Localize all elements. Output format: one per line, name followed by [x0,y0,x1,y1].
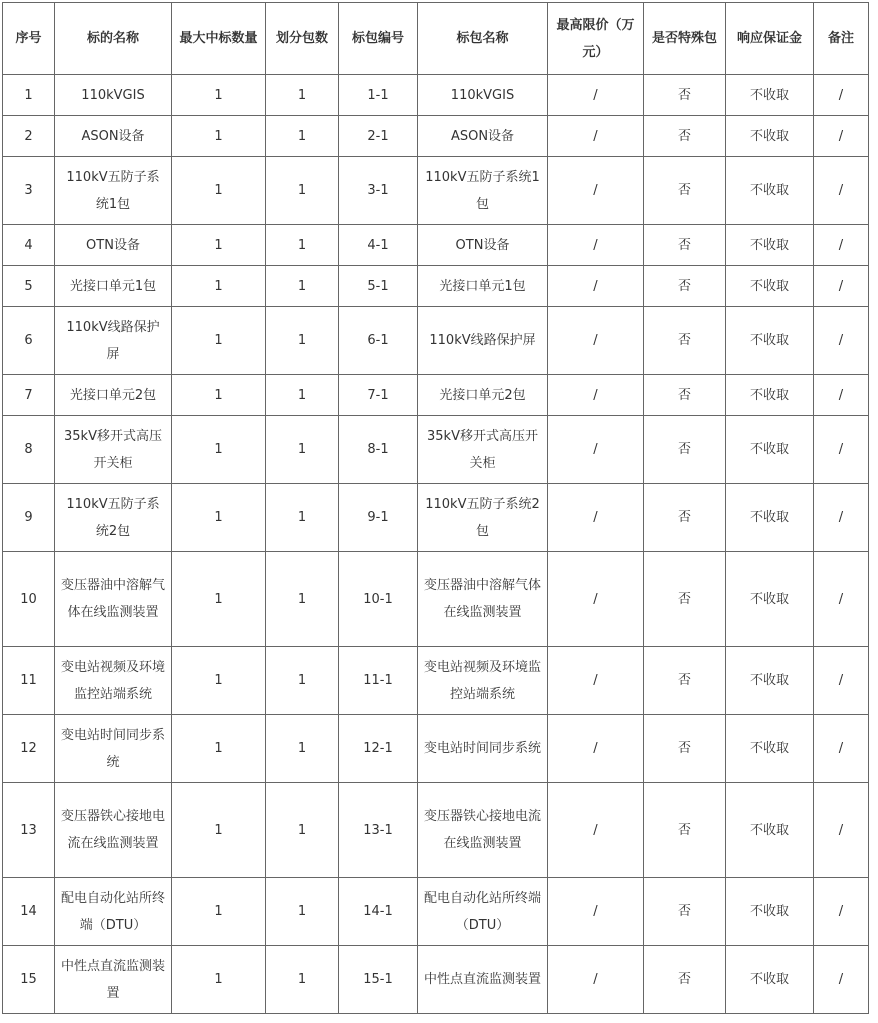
cell-remarks: / [814,375,869,416]
cell-price-cap: / [548,416,644,484]
cell-package-count: 1 [266,307,339,375]
cell-remarks: / [814,116,869,157]
cell-package-count: 1 [266,116,339,157]
cell-deposit: 不收取 [726,116,814,157]
table-row [3,375,869,416]
table-row [3,715,869,783]
cell-package-name: 变电站时间同步系统 [418,715,548,783]
cell-package-name: 光接口单元2包 [418,375,548,416]
cell-special-package: 否 [644,375,726,416]
header-price-cap: 最高限价（万元） [548,3,644,75]
cell-price-cap: / [548,715,644,783]
table-row [3,878,869,946]
cell-special-package: 否 [644,878,726,946]
cell-index: 1 [3,75,55,116]
cell-max-award-qty: 1 [172,375,266,416]
header-remarks: 备注 [814,3,869,75]
table-row [3,946,869,1014]
table-row [3,783,869,878]
cell-price-cap: / [548,266,644,307]
cell-package-name: 配电自动化站所终端（DTU） [418,878,548,946]
cell-remarks: / [814,225,869,266]
cell-item-name: 变电站时间同步系统 [55,715,172,783]
cell-deposit: 不收取 [726,878,814,946]
cell-package-count: 1 [266,647,339,715]
cell-max-award-qty: 1 [172,157,266,225]
cell-package-count: 1 [266,878,339,946]
cell-item-name: OTN设备 [55,225,172,266]
table-row [3,647,869,715]
cell-deposit: 不收取 [726,416,814,484]
cell-package-count: 1 [266,783,339,878]
cell-max-award-qty: 1 [172,484,266,552]
cell-package-count: 1 [266,266,339,307]
cell-deposit: 不收取 [726,157,814,225]
cell-special-package: 否 [644,715,726,783]
cell-index: 15 [3,946,55,1014]
cell-price-cap: / [548,484,644,552]
cell-item-name: 中性点直流监测装置 [55,946,172,1014]
cell-max-award-qty: 1 [172,116,266,157]
cell-package-code: 14-1 [339,878,418,946]
cell-max-award-qty: 1 [172,552,266,647]
cell-package-name: 变电站视频及环境监控站端系统 [418,647,548,715]
table-row [3,307,869,375]
cell-remarks: / [814,307,869,375]
cell-package-count: 1 [266,416,339,484]
cell-price-cap: / [548,878,644,946]
table-row [3,75,869,116]
cell-item-name: 110kV五防子系统1包 [55,157,172,225]
cell-max-award-qty: 1 [172,946,266,1014]
cell-item-name: 变压器油中溶解气体在线监测装置 [55,552,172,647]
cell-max-award-qty: 1 [172,225,266,266]
cell-package-name: 中性点直流监测装置 [418,946,548,1014]
cell-special-package: 否 [644,416,726,484]
cell-deposit: 不收取 [726,307,814,375]
cell-index: 9 [3,484,55,552]
cell-package-name: 110kV五防子系统1包 [418,157,548,225]
cell-special-package: 否 [644,307,726,375]
cell-package-code: 4-1 [339,225,418,266]
header-package-code: 标包编号 [339,3,418,75]
cell-package-code: 7-1 [339,375,418,416]
cell-package-code: 5-1 [339,266,418,307]
cell-remarks: / [814,484,869,552]
cell-max-award-qty: 1 [172,416,266,484]
table-row [3,416,869,484]
cell-package-name: 变压器油中溶解气体在线监测装置 [418,552,548,647]
cell-index: 8 [3,416,55,484]
cell-package-name: 110kV五防子系统2包 [418,484,548,552]
cell-special-package: 否 [644,647,726,715]
cell-item-name: 变压器铁心接地电流在线监测装置 [55,783,172,878]
cell-package-code: 8-1 [339,416,418,484]
header-item-name: 标的名称 [55,3,172,75]
table-row [3,266,869,307]
cell-deposit: 不收取 [726,946,814,1014]
cell-price-cap: / [548,157,644,225]
cell-package-name: 110kVGIS [418,75,548,116]
cell-package-count: 1 [266,552,339,647]
cell-deposit: 不收取 [726,552,814,647]
cell-special-package: 否 [644,783,726,878]
cell-special-package: 否 [644,266,726,307]
cell-price-cap: / [548,116,644,157]
cell-item-name: 光接口单元1包 [55,266,172,307]
cell-remarks: / [814,157,869,225]
cell-max-award-qty: 1 [172,75,266,116]
cell-package-code: 11-1 [339,647,418,715]
cell-index: 5 [3,266,55,307]
cell-package-count: 1 [266,946,339,1014]
cell-remarks: / [814,416,869,484]
cell-item-name: 变电站视频及环境监控站端系统 [55,647,172,715]
cell-index: 13 [3,783,55,878]
cell-remarks: / [814,266,869,307]
cell-remarks: / [814,715,869,783]
cell-remarks: / [814,783,869,878]
table-row [3,157,869,225]
cell-special-package: 否 [644,946,726,1014]
cell-package-code: 1-1 [339,75,418,116]
header-package-name: 标包名称 [418,3,548,75]
cell-index: 7 [3,375,55,416]
cell-deposit: 不收取 [726,75,814,116]
cell-deposit: 不收取 [726,225,814,266]
cell-index: 11 [3,647,55,715]
cell-max-award-qty: 1 [172,266,266,307]
header-max-award-qty: 最大中标数量 [172,3,266,75]
cell-remarks: / [814,552,869,647]
table-row [3,116,869,157]
bid-package-table [2,2,869,1014]
cell-package-name: 110kV线路保护屏 [418,307,548,375]
cell-max-award-qty: 1 [172,878,266,946]
cell-remarks: / [814,878,869,946]
cell-index: 12 [3,715,55,783]
cell-package-count: 1 [266,75,339,116]
cell-item-name: 110kV五防子系统2包 [55,484,172,552]
cell-package-code: 2-1 [339,116,418,157]
table-row [3,225,869,266]
cell-index: 3 [3,157,55,225]
cell-item-name: 光接口单元2包 [55,375,172,416]
cell-package-count: 1 [266,225,339,266]
cell-special-package: 否 [644,484,726,552]
header-deposit: 响应保证金 [726,3,814,75]
cell-special-package: 否 [644,157,726,225]
cell-price-cap: / [548,375,644,416]
cell-max-award-qty: 1 [172,307,266,375]
cell-price-cap: / [548,75,644,116]
cell-special-package: 否 [644,225,726,266]
cell-package-code: 3-1 [339,157,418,225]
header-special-package: 是否特殊包 [644,3,726,75]
cell-package-name: ASON设备 [418,116,548,157]
cell-index: 2 [3,116,55,157]
cell-max-award-qty: 1 [172,647,266,715]
cell-remarks: / [814,647,869,715]
cell-remarks: / [814,75,869,116]
cell-package-count: 1 [266,375,339,416]
cell-package-name: 变压器铁心接地电流在线监测装置 [418,783,548,878]
table-row [3,484,869,552]
cell-package-code: 10-1 [339,552,418,647]
cell-price-cap: / [548,307,644,375]
cell-package-name: OTN设备 [418,225,548,266]
cell-index: 6 [3,307,55,375]
cell-special-package: 否 [644,116,726,157]
cell-price-cap: / [548,225,644,266]
cell-price-cap: / [548,783,644,878]
cell-index: 14 [3,878,55,946]
cell-price-cap: / [548,946,644,1014]
cell-deposit: 不收取 [726,266,814,307]
cell-price-cap: / [548,647,644,715]
cell-item-name: 110kV线路保护屏 [55,307,172,375]
table-body [3,75,869,1014]
cell-deposit: 不收取 [726,783,814,878]
cell-item-name: 110kVGIS [55,75,172,116]
cell-package-code: 15-1 [339,946,418,1014]
cell-item-name: 配电自动化站所终端（DTU） [55,878,172,946]
cell-package-code: 12-1 [339,715,418,783]
cell-special-package: 否 [644,75,726,116]
cell-remarks: / [814,946,869,1014]
header-index: 序号 [3,3,55,75]
cell-package-name: 光接口单元1包 [418,266,548,307]
cell-package-name: 35kV移开式高压开关柜 [418,416,548,484]
cell-package-count: 1 [266,715,339,783]
cell-package-code: 13-1 [339,783,418,878]
cell-package-count: 1 [266,157,339,225]
cell-index: 4 [3,225,55,266]
cell-package-code: 9-1 [339,484,418,552]
cell-price-cap: / [548,552,644,647]
cell-package-code: 6-1 [339,307,418,375]
cell-deposit: 不收取 [726,484,814,552]
table-row [3,552,869,647]
table-header-row [3,3,869,75]
cell-deposit: 不收取 [726,715,814,783]
cell-item-name: 35kV移开式高压开关柜 [55,416,172,484]
cell-item-name: ASON设备 [55,116,172,157]
cell-deposit: 不收取 [726,647,814,715]
cell-special-package: 否 [644,552,726,647]
cell-max-award-qty: 1 [172,783,266,878]
cell-deposit: 不收取 [726,375,814,416]
header-package-count: 划分包数 [266,3,339,75]
cell-package-count: 1 [266,484,339,552]
cell-index: 10 [3,552,55,647]
cell-max-award-qty: 1 [172,715,266,783]
